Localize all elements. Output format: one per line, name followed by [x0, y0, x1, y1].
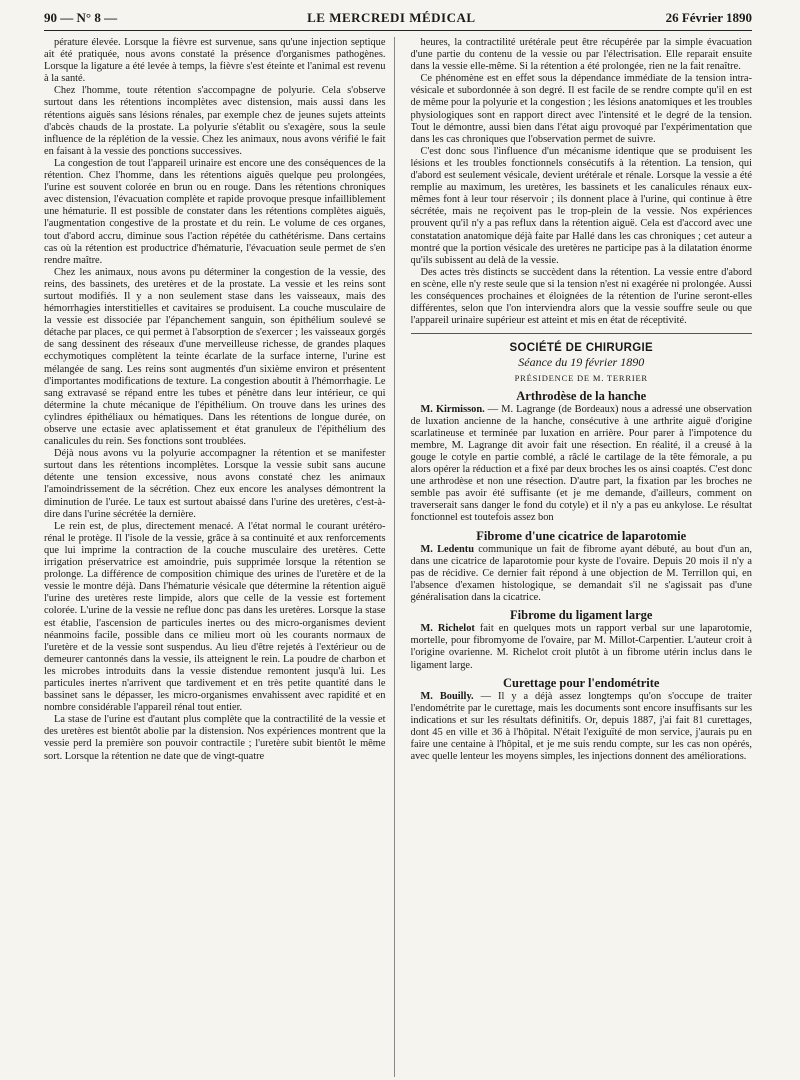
paragraph: heures, la contractilité urétérale peut être récupérée par la simple évacuation d'une partie du contenu de la vessie ou par l'électrisation. Elle reparait ensuite dans la vessie elle-même. Si la rétention a été prolongée, rien ne la fait renaître. [410, 37, 752, 73]
section-heading: Curettage pour l'endométrite [503, 675, 660, 690]
section-text: communique un fait de fibrome ayant débuté, au bout d'un an, dans une cicatrice de laparotomie pour kyste de l'ovaire. Depuis 20 mois il n'y a pas de récidive. Ce dernier fait répond à une objection de M. Terrillon qui, en l'absence d'examen histologique, se demandait s'il ne s'agissait pas d'une généralisation dans la cicatrice. [410, 543, 752, 604]
section-text: — Il y a déjà assez longtemps qu'on s'occupe de traiter l'endométrite par le curettage, mais les documents sont encore insuffisants sur les indications et sur les résultats définitifs. Or, depuis 1887, j'ai fait 81 curettages, dont 45 en ville et 36 à l'hôpital. N'était l'exiguïté de mon service, j'aurais pu en faire une centaine à l'hôpital, et je me suis rendu compte, sur les cas non opérés, avec quelle lenteur les moyens simples, les injections donnent des améliorations. [410, 690, 752, 763]
page-number: 90 — N° 8 — [44, 10, 118, 25]
paragraph: Ce phénomène est en effet sous la dépendance immédiate de la tension intra-vésicale et subordonnée à son degré. Il est facile de se rendre compte qu'il en est de même pour la polyurie et la congestion ; les lésions anatomiques et les troubles physiologiques sont en rapport direct avec l'intensité et le degré de la tension. Tout le démontre, aussi bien dans l'état aigu provoqué par l'expérimentation que dans les cas chroniques que l'observation permet de suivre. [410, 73, 752, 145]
text-columns [44, 37, 752, 1077]
page-header [44, 10, 752, 31]
section-paragraph [411, 623, 753, 671]
section-divider [411, 333, 753, 334]
presidence-line: PRÉSIDENCE DE M. TERRIER [514, 373, 648, 384]
society-heading: SOCIÉTÉ DE CHIRURGIE [509, 342, 653, 355]
paragraph: pérature élevée. Lorsque la fièvre est survenue, sans qu'une injection septique ait été pratiquée, nous avons constaté la présence d'organismes pathogènes. Lorsque la ligature a été levée à temps, la fièvre s'est éteinte et l'animal est revenu à la santé. [44, 37, 386, 85]
right-column [411, 37, 753, 1077]
paragraph: Chez les animaux, nous avons pu déterminer la congestion de la vessie, des reins, des bassinets, des uretères et de la prostate. La vessie et les reins sont surtout modifiés. Il y a non seulement stase dans les vaisseaux, mais des hémorrhagies interstitielles et cavitaires se produisent. La couche musculaire de la vessie est dissociée par l'épanchement sanguin, son épithélium soulevé se détache par places, ce qui permet à l'absorption de s'exercer ; les vaisseaux gorgés de sang dessinent des réseaux d'une merveilleuse richesse, de grandes plaques ecchymotiques complètent la teinte écarlate de la surface interne, l'urine est mélangée de sang. Les reins sont augmentés d'un sixième environ et présentent d'importantes modifications de texture. La congestion aboutit à l'hémorrhagie. Le sang extravasé se répand entre les tubes et pénètre dans leur intérieur, ce qui détermine la chute mécanique de l'épithélium. On trouve dans les urines des cylindres épithéliaux ou hématiques. Dans les rétentions de longue durée, on observe une ectasie avec aplatissement et état granuleux de l'épithélium des canalicules du rein. Ses fonctions sont troublées. [44, 266, 386, 448]
section-paragraph [411, 544, 753, 604]
section-heading: Arthrodèse de la hanche [516, 388, 647, 403]
speaker-name: M. Bouilly. [420, 690, 474, 702]
section-text: fait en quelques mots un rapport verbal sur une laparotomie, mortelle, pour fibromyome de l'ovaire, par M. Millot-Carpentier. L'auteur croit à l'origine ovarienne. M. Richelot croit plutôt à un fibrome utérin inclus dans le ligament large. [410, 623, 752, 671]
paragraph: C'est donc sous l'influence d'un mécanisme identique que se produisent les lésions et les troubles fonctionnels consécutifs à la rétention. La tension, qui d'abord est seulement vésicale, devient urétérale et rénale. Lorsque la vessie a été remplie au maximum, les uretères, les bassinets et les canalicules rénaux eux-mêmes font à leur tour réservoir ; ils donnent place à l'urine, qui continue à être sécrétée, mais ne reçoivent pas le trop-plein de la vessie. Nos expériences prouvent qu'il n'y a pas reflux dans la rétention aiguë. Cela est d'accord avec une constatation anatomique déjà faite par Hallé dans les cas chroniques ; cet auteur a montré que la portion vésicale des uretères ne participe pas à la dilatation énorme qu'ils subissent au delà de la vessie. [410, 145, 752, 266]
section-heading: Fibrome du ligament large [510, 608, 653, 623]
speaker-name: M. Ledentu [420, 543, 475, 555]
section-text: — M. Lagrange (de Bordeaux) nous a adressé une observation de luxation ancienne de la hanche, consécutive à une arthrite aiguë d'origine scarlatineuse et terminée par luxation en arrière. Pour parer à l'impotence du membre, M. Lagrange dit avoir fait une résection. En réalité, il a creusé à la gouge le cotyle en partie comblé, a râclé le cartilage de la tête fémorale, a pu alors opérer la réduction et a fixé par deux broches les os ainsi coaptés. C'est donc une arthrodèse et non une résection. D'autre part, la fixation par les broches ne semble pas avoir été suffisante (et je me demande, d'ailleurs, comment on traverserait sans danger le fond du cotyle) et il n'y a pas eu ankylose. Le résultat fonctionnel est toutefois assez bon [410, 403, 752, 524]
session-date: Séance du 19 février 1890 [518, 355, 645, 370]
left-column [44, 37, 395, 1077]
paragraph: La congestion de tout l'appareil urinaire est encore une des conséquences de la rétention. Chez l'homme, dans les rétentions aiguës quelque peu prolongées, l'urine est souvent colorée en brun ou en rouge. Dans les rétentions chroniques avec distension, l'évacuation complète et rapide provoque presque infailliblement une hématurie. Il est possible de constater dans les rétentions complètes aiguës, l'augmentation congestive de la prostate et du rein. Le volume de ces organes, tout d'abord accru, diminue sous l'action répétée du cathétérisme. Dans certains cas où la rétention est productrice d'hématurie, l'évacuation seule permet de s'en rendre maître. [44, 157, 386, 266]
paragraph: La stase de l'urine est d'autant plus complète que la contractilité de la vessie et des uretères est bientôt abolie par la distension. Nos expériences montrent que la vessie perd la première son pouvoir contractile ; l'uretère subit bientôt le même sort. Lorsque la rétention ne date que de vingt-quatre [44, 714, 386, 762]
paragraph: Des actes très distincts se succèdent dans la rétention. La vessie entre d'abord en scène, elle n'y reste seule que si la tension n'est ni exagérée ni prolongée. Aussi les conséquences prochaines et éloignées de la rétention de l'urine seront-elles différentes, selon que l'on interviendra alors que la vessie souffre seule ou que l'appareil urinaire supérieur est atteint et mis en état de réceptivité. [410, 266, 752, 327]
journal-title: LE MERCREDI MÉDICAL [307, 10, 476, 25]
section-paragraph [411, 404, 753, 525]
issue-date: 26 Février 1890 [665, 10, 752, 25]
paragraph: Chez l'homme, toute rétention s'accompagne de polyurie. Cela s'observe surtout dans les rétentions incomplètes avec distension, mais aussi dans les rétentions aiguës sans lésions rénales, par exemple chez de jeunes sujets atteints d'abcès chauds de la prostate. La polyurie s'établit ou s'exagère, sous la seule influence de la réplétion de la vessie. Chez les animaux, nous avons vérifié le fait en faisant à la vessie des ponctions successives. [44, 85, 386, 157]
paragraph: Déjà nous avons vu la polyurie accompagner la rétention et se manifester surtout dans les rétentions incomplètes. Lorsque la vessie subit sans aucune détente une tension excessive, nous avons constaté chez les animaux l'amoindrissement de la sécrétion. Chez eux encore les analyses démontrent la diminution de l'urée. Le taux est surtout abaissé dans l'urine des uretères, c'est-à-dire dans l'urine sécrétée la dernière. [44, 448, 386, 520]
speaker-name: M. Kirmisson. [420, 403, 485, 415]
section-heading: Fibrome d'une cicatrice de laparotomie [476, 528, 687, 543]
section-paragraph [411, 691, 753, 764]
speaker-name: M. Richelot [420, 623, 475, 635]
paragraph: Le rein est, de plus, directement menacé. A l'état normal le courant urétéro-rénal le protège. Il l'isole de la vessie, grâce à sa continuité et aux renforcements que lui imprime la contraction de la couche musculaire des uretères. Cette irrigation préservatrice est amoindrie, puis supprimée lorsque la rétention se prolonge. La différence de composition chimique des urines de l'uretère et de la vessie le montre déjà. Dans l'hématurie vésicale que détermine la rétention aiguë l'urine des uretères reste limpide, alors que celle de la vessie est fortement colorée. L'urine de la vessie ne reflue donc pas dans les uretères. Lorsque la stase est établie, l'ascension de particules inertes ou des micro-organismes devient néanmoins facile, possible dans ce milieu mort où les courants normaux de l'uretère et de la vessie sont suspendus. Au lieu d'être rejetés à l'extérieur ou de demeurer cantonnés dans la vessie, ils atteignent le rein. La poudre de charbon et les microbes introduits dans la vessie distendue remontent jusqu'à lui. Les particules inertes n'arrivent que tardivement et en très petite quantité dans le bassinet sans le dépasser, les micro-organismes envahissent avec rapidité et en nombre considérable l'appareil rénal tout entier. [44, 520, 386, 714]
